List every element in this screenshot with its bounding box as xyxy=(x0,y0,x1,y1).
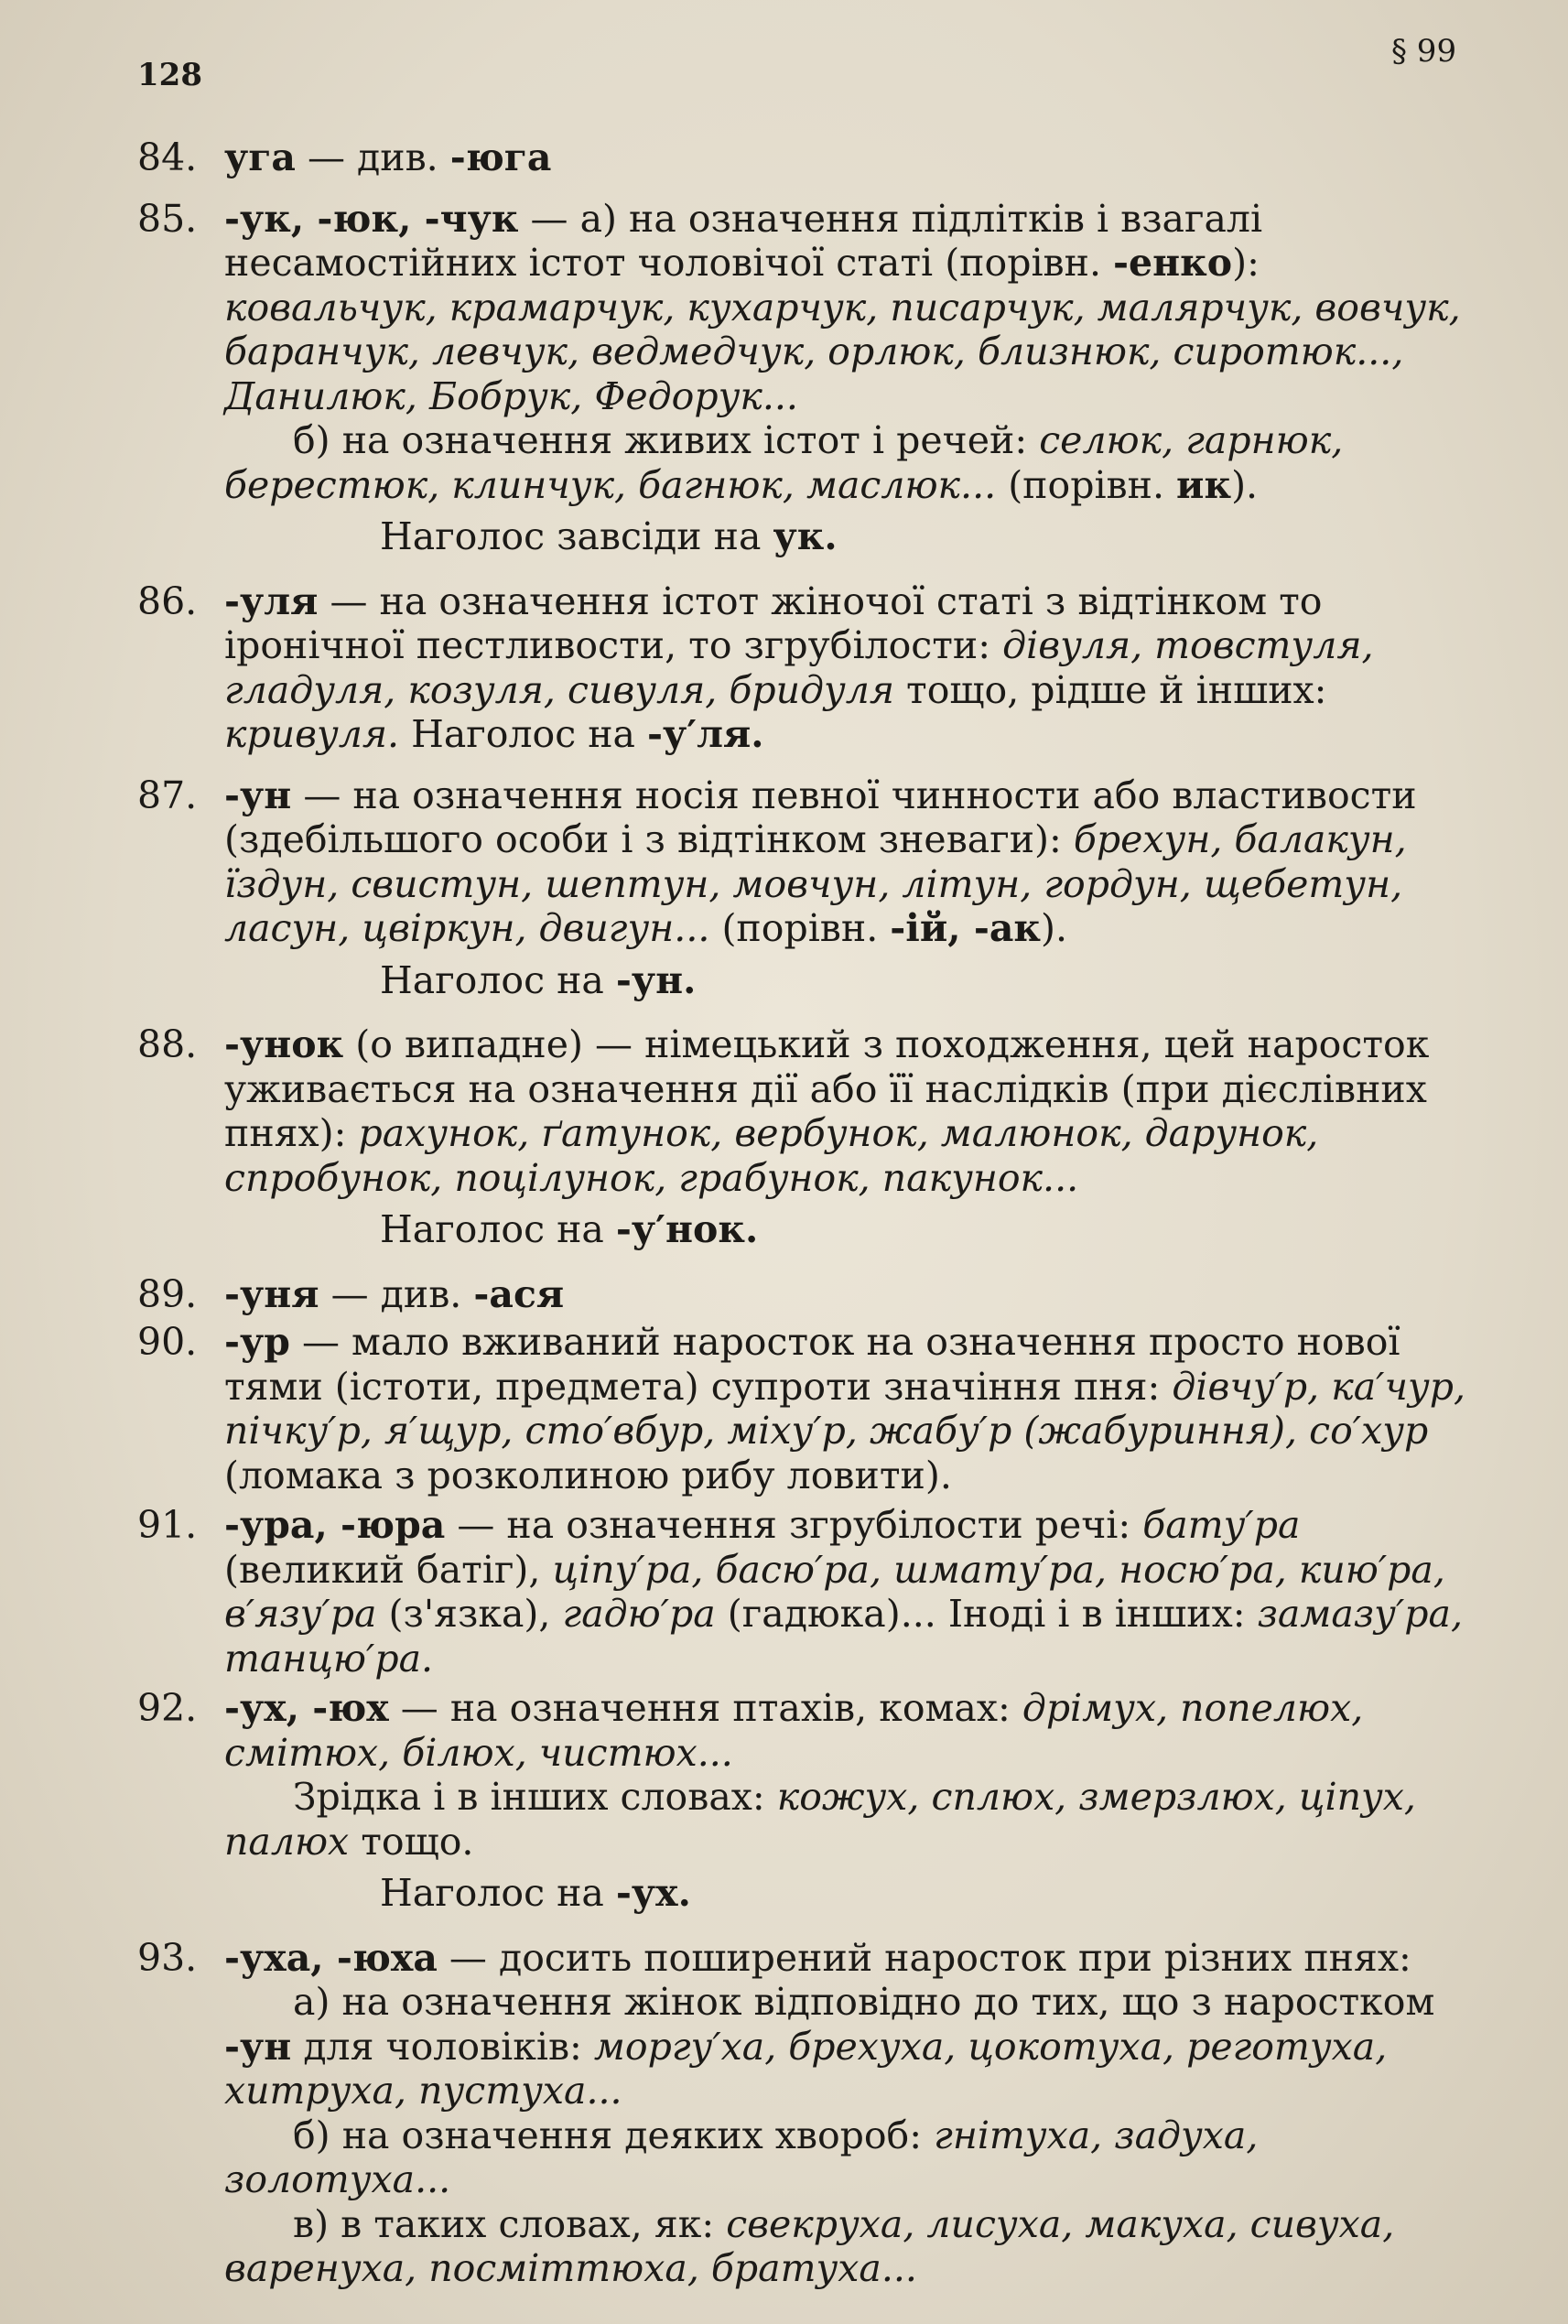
entry-88: 88. -унок (о випадне) — німецький з походження, цей наросток уживається на означення дії або її наслідків (при дієслівних пнях): рахунок, ґатунок, вербунок, малюнок, дарунок, спробунок, поцілунок, грабунок, пакунок... Наголос на -у′нок. xyxy=(137,1022,1483,1252)
entry-87: 87. -ун — на означення носія певної чинности або властивости (здебільшого особи і з відтінком зневаги): брехун, балакун, їздун, свистун, шептун, мовчун, літун, гордун, щебетун, ласун, цвіркун, двигун... (порівн. -ій, -ак). Наголос на -ун. xyxy=(137,773,1483,1003)
definition-a: -ук, -юк, -чук — а) на означення підлітків і взагалі несамостійних істот чоловічої статі (порівн. -енко): ковальчук, крамарчук, кухарчук, писарчук, малярчук, вовчук, баранчук, левчук, ведмедчук, орлюк, близнюк, сиротюк..., Данилюк, Бобрук, Федорук... xyxy=(224,196,1461,418)
definition-b: б) на означення живих істот і речей: селюк, гарнюк, берестюк, клинчук, багнюк, маслюк... (порівн. ик). xyxy=(224,418,1344,507)
examples: рахунок, ґатунок, вербунок, малюнок, дарунок, спробунок, поцілунок, грабунок, пакунок... xyxy=(224,1111,1319,1200)
suffix-head: -унок xyxy=(224,1022,344,1066)
page-content xyxy=(137,135,1483,2308)
suffix-head: -ук, -юк, -чук xyxy=(224,196,519,241)
stress-note: Наголос на -ун. xyxy=(380,957,697,1002)
definition-a: а) на означення жінок відповідно до тих, що з наростком -ун для чоловіків: моргу′ха, брехуха, цокотуха, реготуха, хитруха, пустуха... xyxy=(224,1980,1435,2113)
definition-b: б) на означення деяких хвороб: гнітуха, задуха, золотуха... xyxy=(224,2113,1259,2201)
suffix-head: -ур xyxy=(224,1320,290,1364)
entry-number: 87. xyxy=(137,773,198,817)
entry-number: 84. xyxy=(137,135,198,179)
examples: кривуля. xyxy=(224,712,400,756)
entry-92: 92. -ух, -юх — на означення птахів, комах: дрімух, попелюх, смітюх, білюх, чистюх... Зрідка і в інших словах: кожух, сплюх, змерзлюх, ціпух, палюх тощо. Наголос на -ух. xyxy=(137,1686,1483,1916)
examples: ціпу′ра, басю′ра, шмату′ра, носю′ра, кию′ра, в′язу′ра xyxy=(224,1547,1445,1636)
examples: брехун, балакун, їздун, свистун, шептун, мовчун, літун, гордун, щебетун, ласун, цвіркун, двигун... xyxy=(224,817,1407,950)
stress-note: Наголос на -ух. xyxy=(380,1871,691,1915)
examples: замазу′ра, танцю′ра. xyxy=(224,1592,1463,1681)
examples: дрімух, попелюх, смітюх, білюх, чистюх... xyxy=(224,1686,1364,1775)
examples: моргу′ха, брехуха, цокотуха, реготуха, хитруха, пустуха... xyxy=(224,2024,1388,2113)
examples: гадю′ра xyxy=(562,1592,716,1636)
suffix-head: -ун xyxy=(224,773,292,817)
stress-note: Наголос на xyxy=(399,712,648,756)
entry-number: 92. xyxy=(137,1686,198,1730)
cross-reference: -ася xyxy=(473,1271,565,1316)
entry-number: 91. xyxy=(137,1503,198,1547)
examples: селюк, гарнюк, берестюк, клинчук, багнюк, маслюк... xyxy=(224,418,1344,507)
section-reference: § 99 xyxy=(1391,33,1457,70)
entry-93: 93. -уха, -юха — досить поширений наросток при різних пнях: а) на означення жінок відповідно до тих, що з наростком -ун для чоловіків: моргу′ха, брехуха, цокотуха, реготуха, хитруха, пустуха... б) на означення деяких хвороб: гнітуха, задуха, золотуха... в) в таких словах, як: свекруха, лисуха, макуха, сивуха, варенуха, посміттюха, братуха... xyxy=(137,1936,1483,2291)
definition-c: в) в таких словах, як: свекруха, лисуха, макуха, сивуха, варенуха, посміттюха, братуха... xyxy=(224,2201,1395,2290)
cross-reference: -юга xyxy=(449,135,552,179)
examples: гнітуха, задуха, золотуха... xyxy=(224,2113,1259,2201)
examples: дівуля, товстуля, гладуля, козуля, сивуля, бридуля xyxy=(224,623,1374,712)
entry-number: 90. xyxy=(137,1320,198,1364)
entry-90: 90. -ур — мало вживаний наросток на означення просто нової тями (істоти, предмета) супроти значіння пня: дівчу′р, ка′чур, пічку′р, я′щур, сто′вбур, міху′р, жабу′р (жабуриння), со′хур (ломака з розколиною рибу ловити). xyxy=(137,1320,1466,1497)
entry-84: 84. уга — див. -юга xyxy=(137,135,552,179)
examples: свекруха, лисуха, макуха, сивуха, варенуха, посміттюха, братуха... xyxy=(224,2201,1395,2290)
suffix-head: -уха, -юха xyxy=(224,1935,438,1980)
stress-note: Наголос на -у′нок. xyxy=(380,1207,759,1251)
entry-89: 89. -уня — див. -ася xyxy=(137,1271,565,1316)
examples: кожух, сплюх, змерзлюх, ціпух, палюх xyxy=(224,1775,1416,1864)
entry-91: 91. -ура, -юра — на означення згрубілости речі: бату′ра (великий батіг), ціпу′ра, басю′ра, шмату′ра, носю′ра, кию′ра, в′язу′ра (з'язка), гадю′ра (гадюка)... Іноді і в інших: замазу′ра, танцю′ра. xyxy=(137,1503,1463,1681)
page-number: 128 xyxy=(137,57,202,93)
entry-number: 85. xyxy=(137,196,198,241)
suffix-head: -уля xyxy=(224,578,319,623)
suffix-head: уга xyxy=(224,135,296,179)
suffix-head: -ура, -юра xyxy=(224,1503,446,1547)
suffix-head: -ух, -юх xyxy=(224,1686,389,1730)
examples: дівчу′р, ка′чур, пічку′р, я′щур, сто′вбур, міху′р, жабу′р (жабуриння), xyxy=(224,1364,1466,1453)
entry-number: 89. xyxy=(137,1271,198,1316)
entry-number: 93. xyxy=(137,1935,198,1980)
suffix-head: -уня xyxy=(224,1271,319,1316)
examples: бату′ра xyxy=(1142,1503,1301,1547)
stress-note: Наголос завсіди на ук. xyxy=(380,514,838,558)
entry-number: 88. xyxy=(137,1022,198,1066)
entry-85 xyxy=(137,197,1483,559)
entry-number: 86. xyxy=(137,578,198,623)
entry-86: 86. -уля — на означення істот жіночої статі з відтінком то іронічної пестливости, то згрубілости: дівуля, товстуля, гладуля, козуля, сивуля, бридуля тощо, рідше й інших: кривуля. Наголос на -у′ля. xyxy=(137,578,1374,756)
examples: ковальчук, крамарчук, кухарчук, писарчук, малярчук, вовчук, баранчук, левчук, ведмедчук, орлюк, близнюк, сиротюк..., Данилюк, Бобрук, Федорук... xyxy=(224,285,1461,418)
